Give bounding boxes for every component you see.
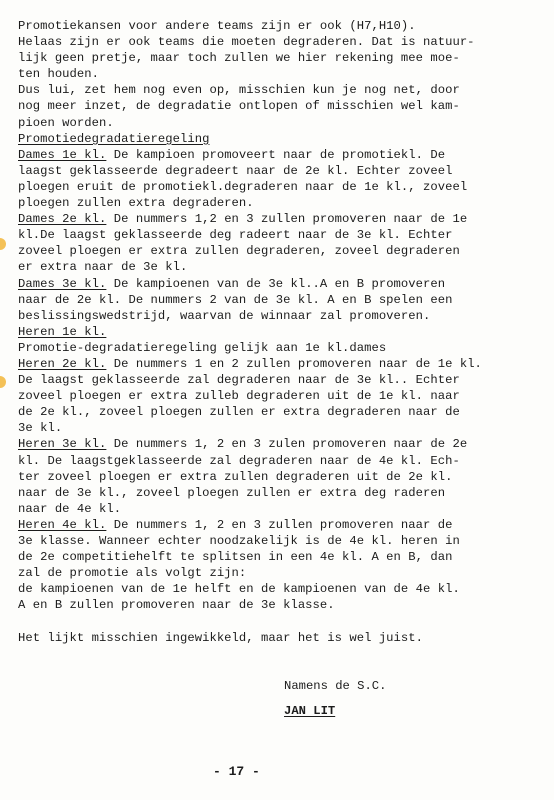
text-line [18, 597, 543, 613]
punch-hole-mark [0, 238, 6, 250]
line-text: Helaas zijn er ook teams die moeten degraderen. Dat is natuur- [18, 35, 475, 50]
text-line [18, 179, 543, 195]
text-line [18, 82, 543, 98]
text-line [18, 98, 543, 114]
text-line [18, 66, 543, 82]
text-line [18, 630, 543, 646]
line-text: kl.De laagst geklasseerde deg radeert naar de 3e kl. Echter [18, 228, 453, 243]
line-text: de kampioenen van de 1e helft en de kampioenen van de 4e kl. [18, 582, 460, 597]
line-text: De laagst geklasseerde zal degraderen naar de 3e kl.. Echter [18, 373, 460, 388]
line-text: beslissingswedstrijd, waarvan de winnaar zal promoveren. [18, 308, 431, 323]
section-heading: Dames 1e kl. [18, 147, 107, 162]
line-text: ploegen zullen extra degraderen. [18, 196, 254, 211]
text-line [18, 581, 543, 597]
text-line [18, 292, 543, 308]
line-text: ter zoveel ploegen er extra zullen degraderen uit de 2e kl. [18, 469, 453, 484]
text-line [18, 501, 543, 517]
text-line [18, 485, 543, 501]
text-line [18, 356, 543, 372]
text-line [18, 147, 543, 163]
text-line [18, 453, 543, 469]
text-line [18, 533, 543, 549]
text-line [18, 469, 543, 485]
line-text: Dus lui, zet hem nog even op, misschien kun je nog net, door [18, 83, 460, 98]
text-line [18, 372, 543, 388]
section-heading: Dames 3e kl. [18, 276, 107, 291]
text-line [18, 517, 543, 533]
line-text: naar de 3e kl., zoveel ploegen zullen er extra deg raderen [18, 485, 446, 500]
text-line [18, 340, 543, 356]
line-text: Promotiekansen voor andere teams zijn er ook (H7,H10). [18, 19, 416, 33]
body-text [18, 18, 543, 646]
text-line [18, 436, 543, 452]
line-text: 3e klasse. Wanneer echter noodzakelijk is de 4e kl. heren in [18, 534, 460, 548]
line-text: de 2e competitiehelft te splitsen in een 4e kl. A en B, dan [18, 550, 453, 565]
text-line [18, 388, 543, 404]
text-line [18, 324, 543, 340]
line-text: ploegen eruit de promotiekl.degraderen naar de 1e kl., zoveel [18, 179, 468, 194]
line-text: zoveel ploegen er extra zulleb degraderen uit de 1e kl. naar [18, 389, 460, 404]
line-text: De kampioen promoveert naar de promotiekl. De [106, 147, 446, 162]
section-heading: Heren 1e kl. [18, 324, 107, 339]
text-line [18, 276, 543, 292]
line-text: kl. De laagstgeklasseerde zal degraderen naar de 4e kl. Ech- [18, 453, 460, 468]
section-heading: Heren 3e kl. [18, 437, 107, 452]
page-number: - 17 - [213, 764, 260, 779]
text-line [18, 565, 543, 581]
line-text: De nummers 1,2 en 3 zullen promoveren naar de 1e [106, 212, 468, 227]
line-text: er extra naar de 3e kl. [18, 260, 188, 275]
line-text: lijk geen pretje, maar toch zullen we hier rekening mee moe- [18, 51, 460, 66]
line-text: naar de 4e kl. [18, 501, 122, 516]
section-heading: Dames 2e kl. [18, 212, 107, 227]
paragraph-gap [18, 613, 543, 629]
line-text: De nummers 1 en 2 zullen promoveren naar de 1e kl. [106, 356, 482, 371]
line-text: 3e kl. [18, 421, 63, 436]
line-text: De kampioenen van de 3e kl..A en B promoveren [106, 276, 446, 291]
line-text: De nummers 1, 2 en 3 zullen promoveren naar de [106, 517, 453, 532]
text-line [18, 243, 543, 259]
text-line [18, 404, 543, 420]
line-text: nog meer inzet, de degradatie ontlopen of misschien wel kam- [18, 99, 460, 114]
line-text: A en B zullen promoveren naar de 3e klasse. [18, 598, 335, 613]
text-line [18, 34, 543, 50]
text-line [18, 18, 543, 34]
text-line [18, 420, 543, 436]
section-heading: Heren 2e kl. [18, 356, 107, 371]
signature-on-behalf: Namens de S.C. [284, 679, 387, 693]
punch-hole-mark [0, 376, 6, 388]
line-text: pioen worden. [18, 115, 114, 130]
text-line [18, 211, 543, 227]
line-text: Het lijkt misschien ingewikkeld, maar het is wel juist. [18, 630, 424, 645]
text-line [18, 50, 543, 66]
line-text: zal de promotie als volgt zijn: [18, 566, 247, 581]
text-line [18, 115, 543, 131]
section-heading: Promotiedegradatieregeling [18, 131, 210, 146]
line-text: Promotie-degradatieregeling gelijk aan 1e kl.dames [18, 340, 387, 355]
signature-name: JAN LIT [284, 704, 336, 718]
text-line [18, 308, 543, 324]
line-text: laagst geklasseerde degradeert naar de 2e kl. Echter zoveel [18, 163, 453, 178]
text-line [18, 163, 543, 179]
text-line [18, 131, 543, 147]
text-line [18, 259, 543, 275]
line-text: naar de 2e kl. De nummers 2 van de 3e kl. A en B spelen een [18, 292, 453, 307]
line-text: De nummers 1, 2 en 3 zulen promoveren naar de 2e [106, 437, 468, 452]
line-text: de 2e kl., zoveel ploegen zullen er extra degraderen naar de [18, 405, 460, 420]
line-text: ten houden. [18, 67, 100, 82]
text-line [18, 195, 543, 211]
section-heading: Heren 4e kl. [18, 517, 107, 532]
text-line [18, 227, 543, 243]
line-text: zoveel ploegen er extra zullen degraderen, zoveel degraderen [18, 244, 460, 259]
text-line [18, 549, 543, 565]
